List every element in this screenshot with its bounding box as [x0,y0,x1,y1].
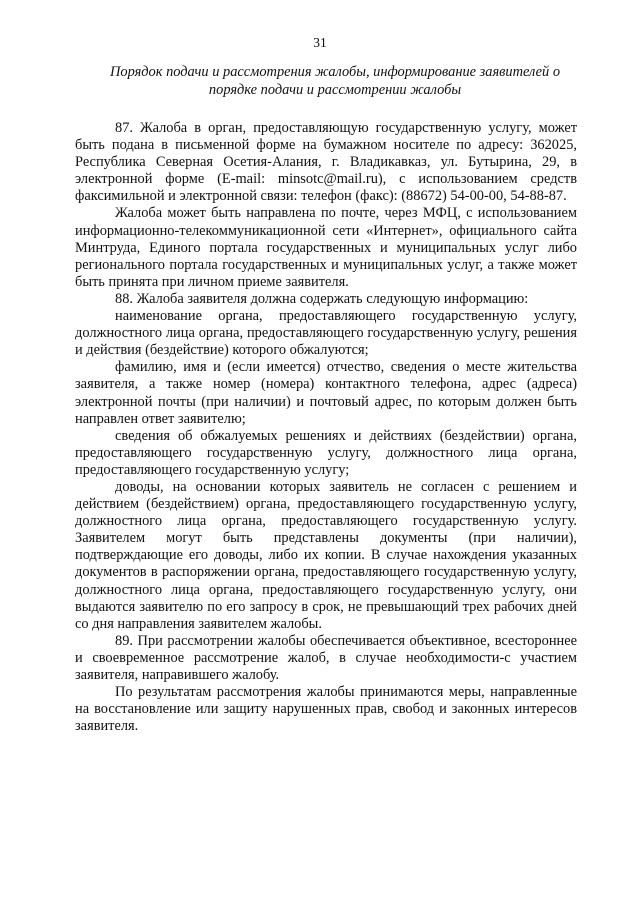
body-text [75,120,577,735]
paragraph-requirement-arguments: доводы, на основании которых заявитель не согласен с решением и действием (бездействием) органа, предоставляющего государственную услугу, должностного лица органа, предоставляющего государственную услугу. Заявителем могут быть представлены документы (при наличии), подтверждающие его доводы, либо их копии. В случае нахождения указанных документов в распоряжении органа, предоставляющего государственную услугу, должностного лица органа, предоставляющего государственную услугу, они выдаются заявителю по его запросу в срок, не превышающий трех рабочих дней со дня направления заявителем жалобы. [75,478,577,632]
paragraph-results: По результатам рассмотрения жалобы принимаются меры, направленные на восстановление или защиту нарушенных прав, свобод и законных интересов заявителя. [75,684,577,735]
paragraph-87: 87. Жалоба в орган, предоставляющую государственную услугу, может быть подана в письменной форме на бумажном носителе по адресу: 362025, Республика Северная Осетия-Алания, г. Владикавказ, ул. Бутырина, 29, в электронной форме (E-mail: minsotc@mail.ru), с использованием средств факсимильной и электронной связи: телефон (факс): (88672) 54-00-00, 54-88-87. [75,120,577,205]
paragraph-requirement-authority: наименование органа, предоставляющего государственную услугу, должностного лица органа, предоставляющего государственную услугу, решения и действия (бездействие) которого обжалуются; [75,308,577,359]
paragraph-submission-channels: Жалоба может быть направлена по почте, через МФЦ, с использованием информационно-телекоммуникационной сети «Интернет», официального сайта Минтруда, Единого портала государственных и муниципальных услуг либо регионального портала государственных и муниципальных услуг, а также может быть принята при личном приеме заявителя. [75,205,577,290]
paragraph-requirement-decisions: сведения об обжалуемых решениях и действиях (бездействии) органа, предоставляющего государственную услугу, должностного лица органа, предоставляющего государственную услугу; [75,427,577,478]
page-number: 31 [313,35,327,50]
paragraph-89: 89. При рассмотрении жалобы обеспечивается объективное, всестороннее и своевременное рассмотрение жалоб, в случае необходимости-с участием заявителя, направившего жалобу. [75,632,577,683]
paragraph-88: 88. Жалоба заявителя должна содержать следующую информацию: [115,290,529,307]
paragraph-requirement-applicant: фамилию, имя и (если имеется) отчество, сведения о месте жительства заявителя, а также номер (номера) контактного телефона, адрес (адреса) электронной почты (при наличии) и почтовый адрес, по которым должен быть направлен ответ заявителю; [75,359,577,427]
section-heading: Порядок подачи и рассмотрения жалобы, информирование заявителей о порядке подачи и рассмотрении жалобы [109,64,561,98]
